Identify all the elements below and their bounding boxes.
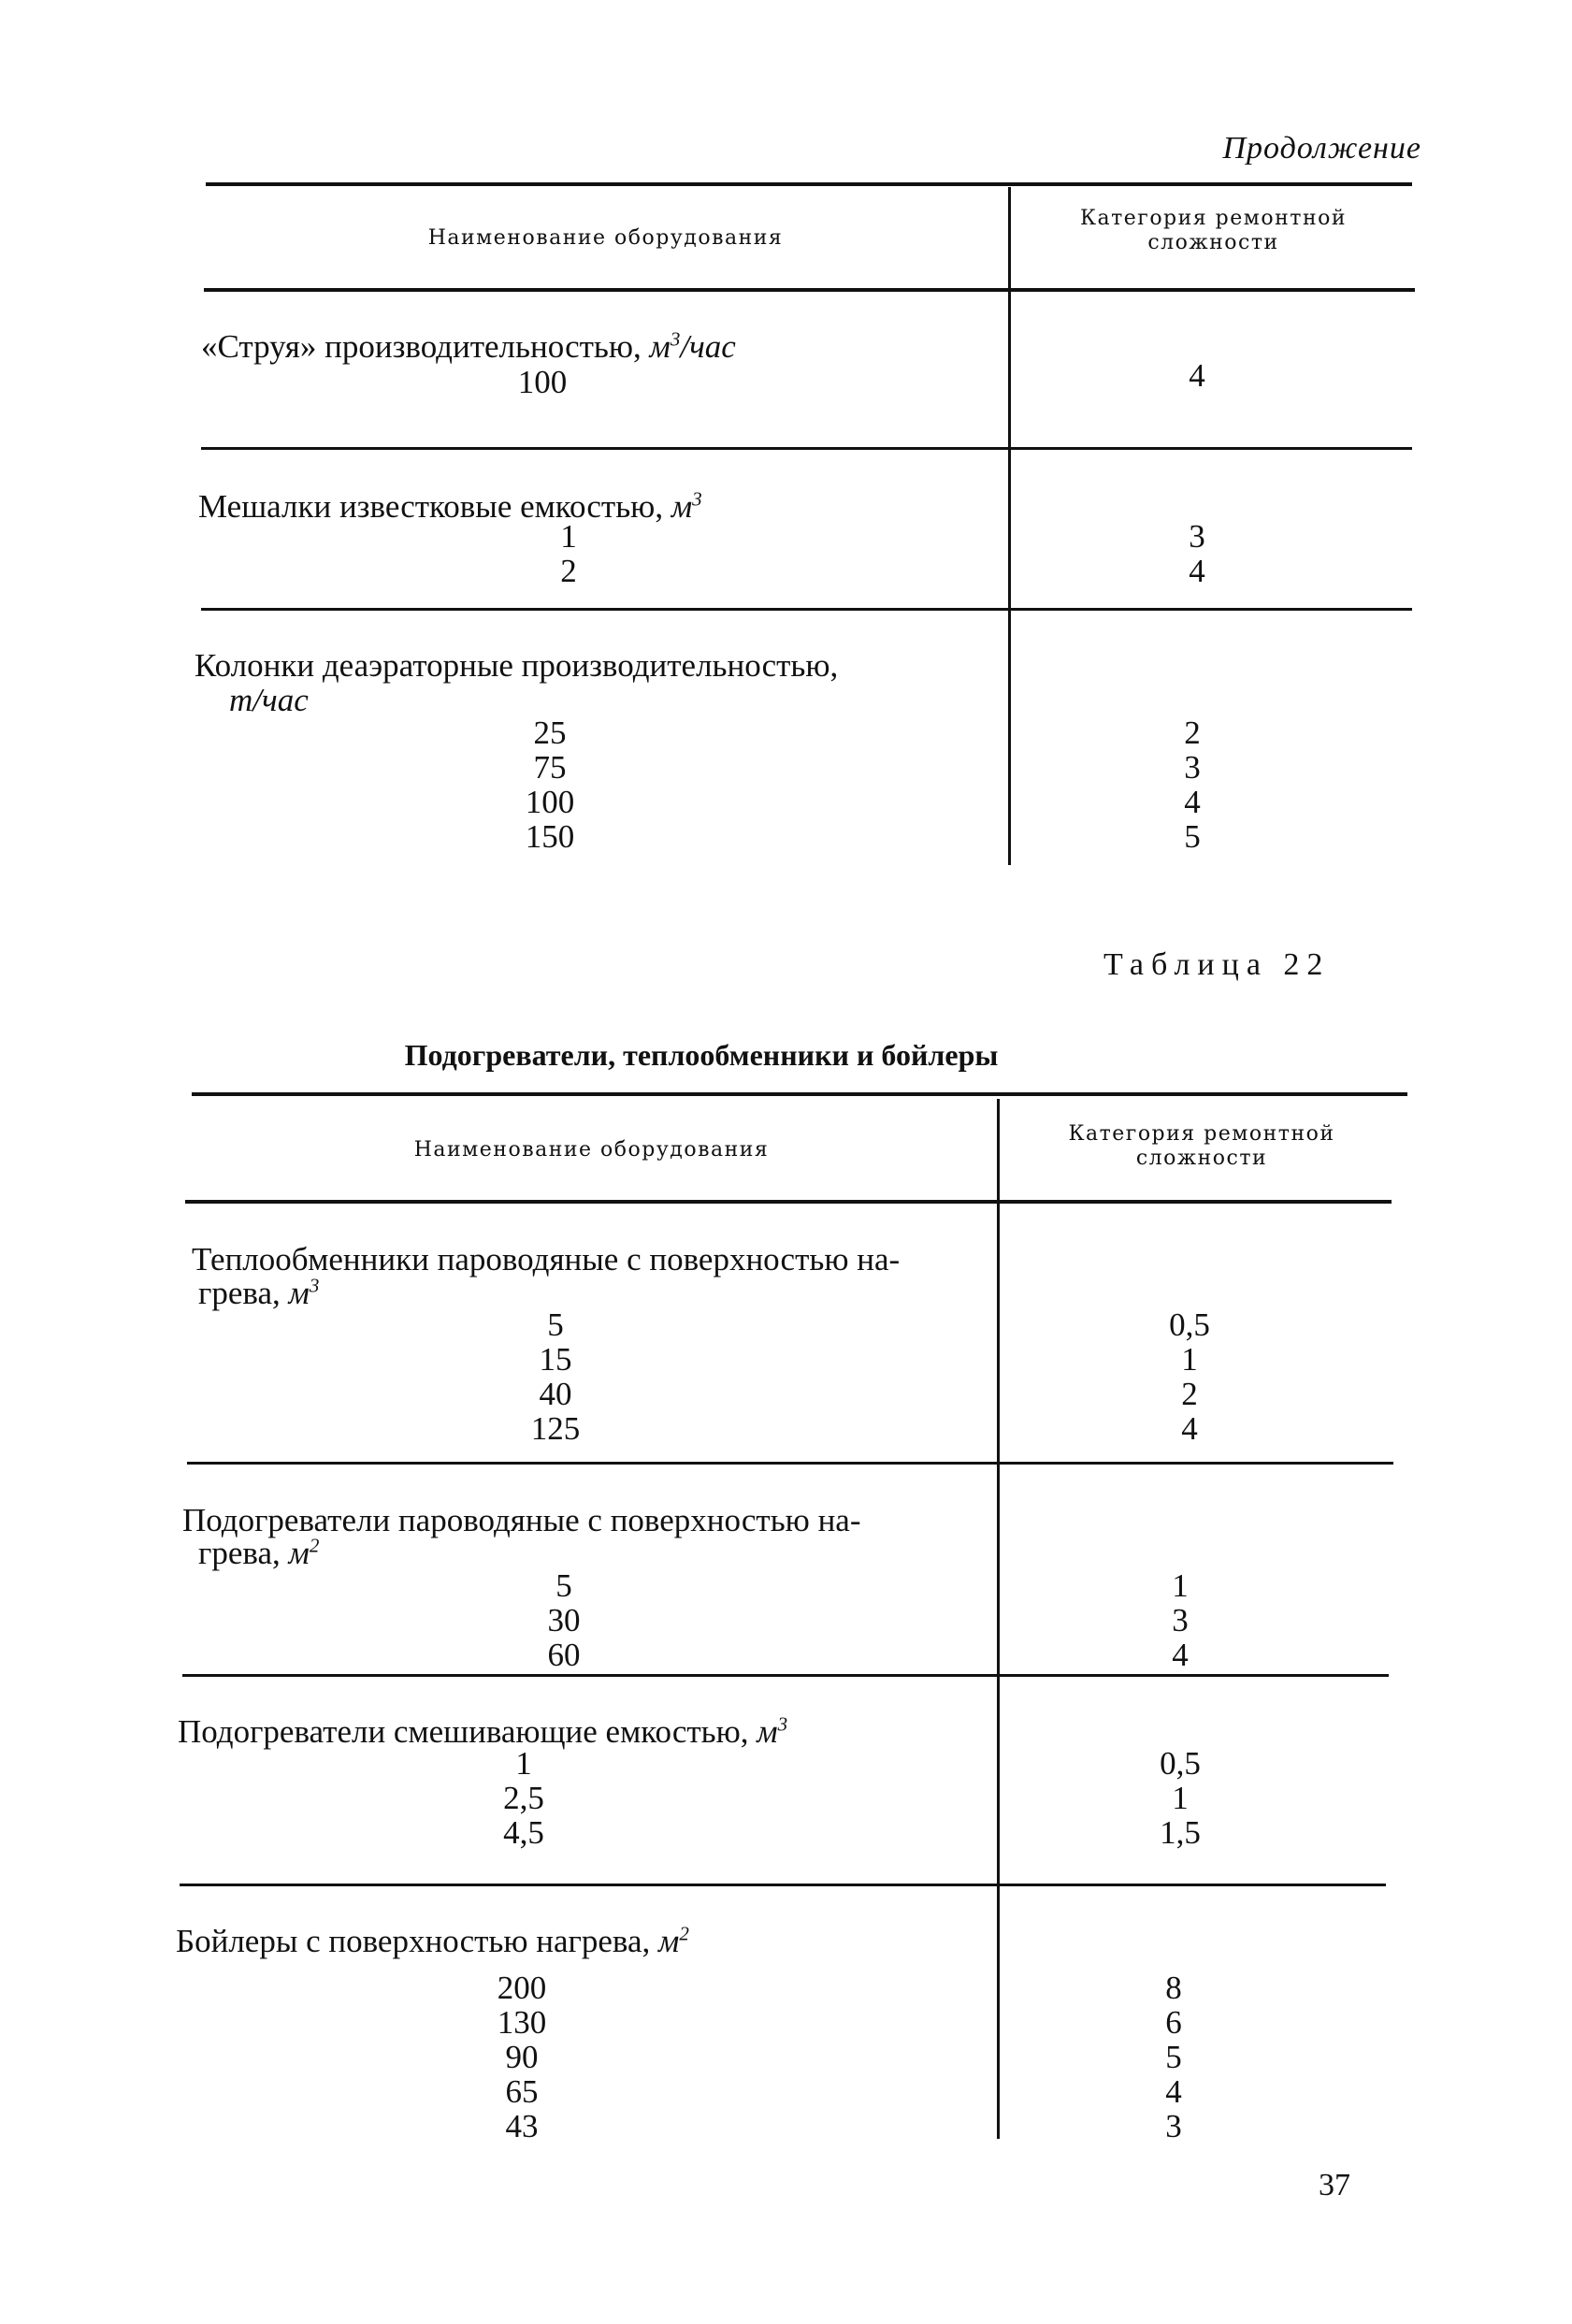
- section-title-line1: Теплообменники пароводяные с поверхностью на-: [192, 1241, 901, 1277]
- category-column: [1080, 1970, 1267, 2144]
- value-cell: 5: [547, 1306, 564, 1343]
- category-cell: 2: [1184, 715, 1201, 751]
- category-cell: 4: [1172, 1637, 1189, 1673]
- value-column: [428, 1970, 615, 2144]
- header-category-line1: Категория ремонтной: [1068, 1122, 1335, 1146]
- category-cell: 6: [1165, 2004, 1182, 2041]
- section-unit: $м^3$: [757, 1712, 788, 1750]
- continuation-label: Продолжение: [1222, 131, 1421, 166]
- section-title-line1: Подогреватели пароводяные с поверхностью на-: [182, 1502, 861, 1538]
- header-bottom-rule: [204, 288, 1415, 292]
- value-cell: 65: [505, 2073, 539, 2110]
- section-rule: [180, 1884, 1386, 1886]
- category-cell: 2: [1181, 1376, 1198, 1412]
- value-cell: 100: [525, 784, 575, 820]
- value-column: [462, 1307, 649, 1446]
- header-repair-category: [1015, 207, 1412, 255]
- category-cell: 0,5: [1169, 1306, 1210, 1343]
- category-cell: 3: [1172, 1602, 1189, 1638]
- value-cell: 130: [497, 2004, 547, 2041]
- category-column: [1103, 358, 1291, 393]
- value-cell: 43: [505, 2108, 539, 2144]
- category-cell: 3: [1189, 518, 1205, 555]
- category-cell: 4: [1189, 553, 1205, 589]
- category-cell: 3: [1184, 749, 1201, 786]
- section-title-line2: [198, 1276, 319, 1311]
- value-cell: 4,5: [503, 1814, 544, 1851]
- section-title-text: Бойлеры с поверхностью нагрева,: [176, 1923, 651, 1959]
- value-cell: 100: [517, 364, 568, 400]
- value-cell: 40: [539, 1376, 572, 1412]
- section-unit: $м^3$: [288, 1274, 320, 1311]
- value-cell: 1: [560, 518, 577, 555]
- section-rule: [187, 1462, 1393, 1465]
- section-unit: $м^3$/час: [649, 327, 736, 365]
- category-cell: 1: [1172, 1567, 1189, 1604]
- category-cell: 4: [1184, 784, 1201, 820]
- section-rule: [201, 447, 1412, 450]
- value-cell: 15: [539, 1341, 572, 1378]
- value-cell: 125: [530, 1410, 581, 1447]
- section-title: [178, 1714, 787, 1750]
- header-repair-category: [1001, 1122, 1403, 1171]
- category-cell: 4: [1181, 1410, 1198, 1447]
- value-cell: 5: [555, 1567, 572, 1604]
- column-divider: [997, 1099, 1000, 2139]
- section-title-text: грева,: [198, 1535, 281, 1571]
- header-category-line1: Категория ремонтной: [1079, 207, 1348, 230]
- value-cell: 75: [533, 749, 567, 786]
- section-title-line2: [198, 1536, 319, 1571]
- category-cell: 1: [1172, 1780, 1189, 1816]
- section-title: [176, 1924, 689, 1959]
- category-cell: 8: [1165, 1970, 1182, 2006]
- table-number: Таблица 22: [1103, 947, 1331, 982]
- section-title: Колонки деаэраторные производительностью,: [195, 647, 839, 684]
- header-equipment-name: Наименование оборудования: [413, 1138, 770, 1162]
- section-title-text: Мешалки известковые емкостью,: [198, 488, 664, 525]
- table-top-rule: [192, 1092, 1407, 1096]
- category-column: [1087, 1568, 1274, 1672]
- value-cell: 25: [533, 715, 567, 751]
- category-cell: 5: [1184, 818, 1201, 855]
- section-unit: $м^3$: [671, 487, 702, 525]
- category-cell: 0,5: [1160, 1745, 1201, 1782]
- category-cell: 1,5: [1160, 1814, 1201, 1851]
- section-unit: $м^2$: [288, 1534, 320, 1571]
- value-cell: 1: [515, 1745, 532, 1782]
- table-title: Подогреватели, теплообменники и бойлеры: [404, 1038, 999, 1072]
- category-column: [1099, 715, 1286, 854]
- value-column: [430, 1746, 617, 1850]
- value-column: [456, 715, 643, 854]
- value-cell: 30: [547, 1602, 581, 1638]
- value-column: [475, 519, 662, 588]
- section-title: [201, 329, 736, 365]
- page-number: 37: [1319, 2168, 1350, 2202]
- header-category-line2: сложности: [1147, 231, 1279, 254]
- category-cell: 1: [1181, 1341, 1198, 1378]
- category-column: [1087, 1746, 1274, 1850]
- value-cell: 60: [547, 1637, 581, 1673]
- section-unit: т/час: [229, 682, 309, 718]
- section-title-text: грева,: [198, 1275, 281, 1311]
- section-unit: $м^2$: [658, 1922, 689, 1959]
- section-title-text: Подогреватели смешивающие емкостью,: [178, 1713, 749, 1750]
- value-cell: 2: [560, 553, 577, 589]
- category-cell: 3: [1165, 2108, 1182, 2144]
- header-equipment-name: Наименование оборудования: [427, 226, 784, 250]
- value-column: [470, 1568, 657, 1672]
- category-cell: 4: [1189, 357, 1205, 394]
- value-cell: 90: [505, 2039, 539, 2075]
- header-category-line2: сложности: [1135, 1147, 1268, 1170]
- value-cell: 200: [497, 1970, 547, 2006]
- category-cell: 4: [1165, 2073, 1182, 2110]
- value-column: [449, 365, 636, 399]
- category-column: [1096, 1307, 1283, 1446]
- section-rule: [201, 608, 1412, 611]
- table-top-rule: [206, 182, 1412, 186]
- value-cell: 2,5: [503, 1780, 544, 1816]
- category-cell: 5: [1165, 2039, 1182, 2075]
- category-column: [1103, 519, 1291, 588]
- value-cell: 150: [525, 818, 575, 855]
- header-bottom-rule: [185, 1200, 1392, 1204]
- section-rule: [182, 1674, 1389, 1677]
- section-title-text: «Струя» производительностью,: [201, 328, 642, 365]
